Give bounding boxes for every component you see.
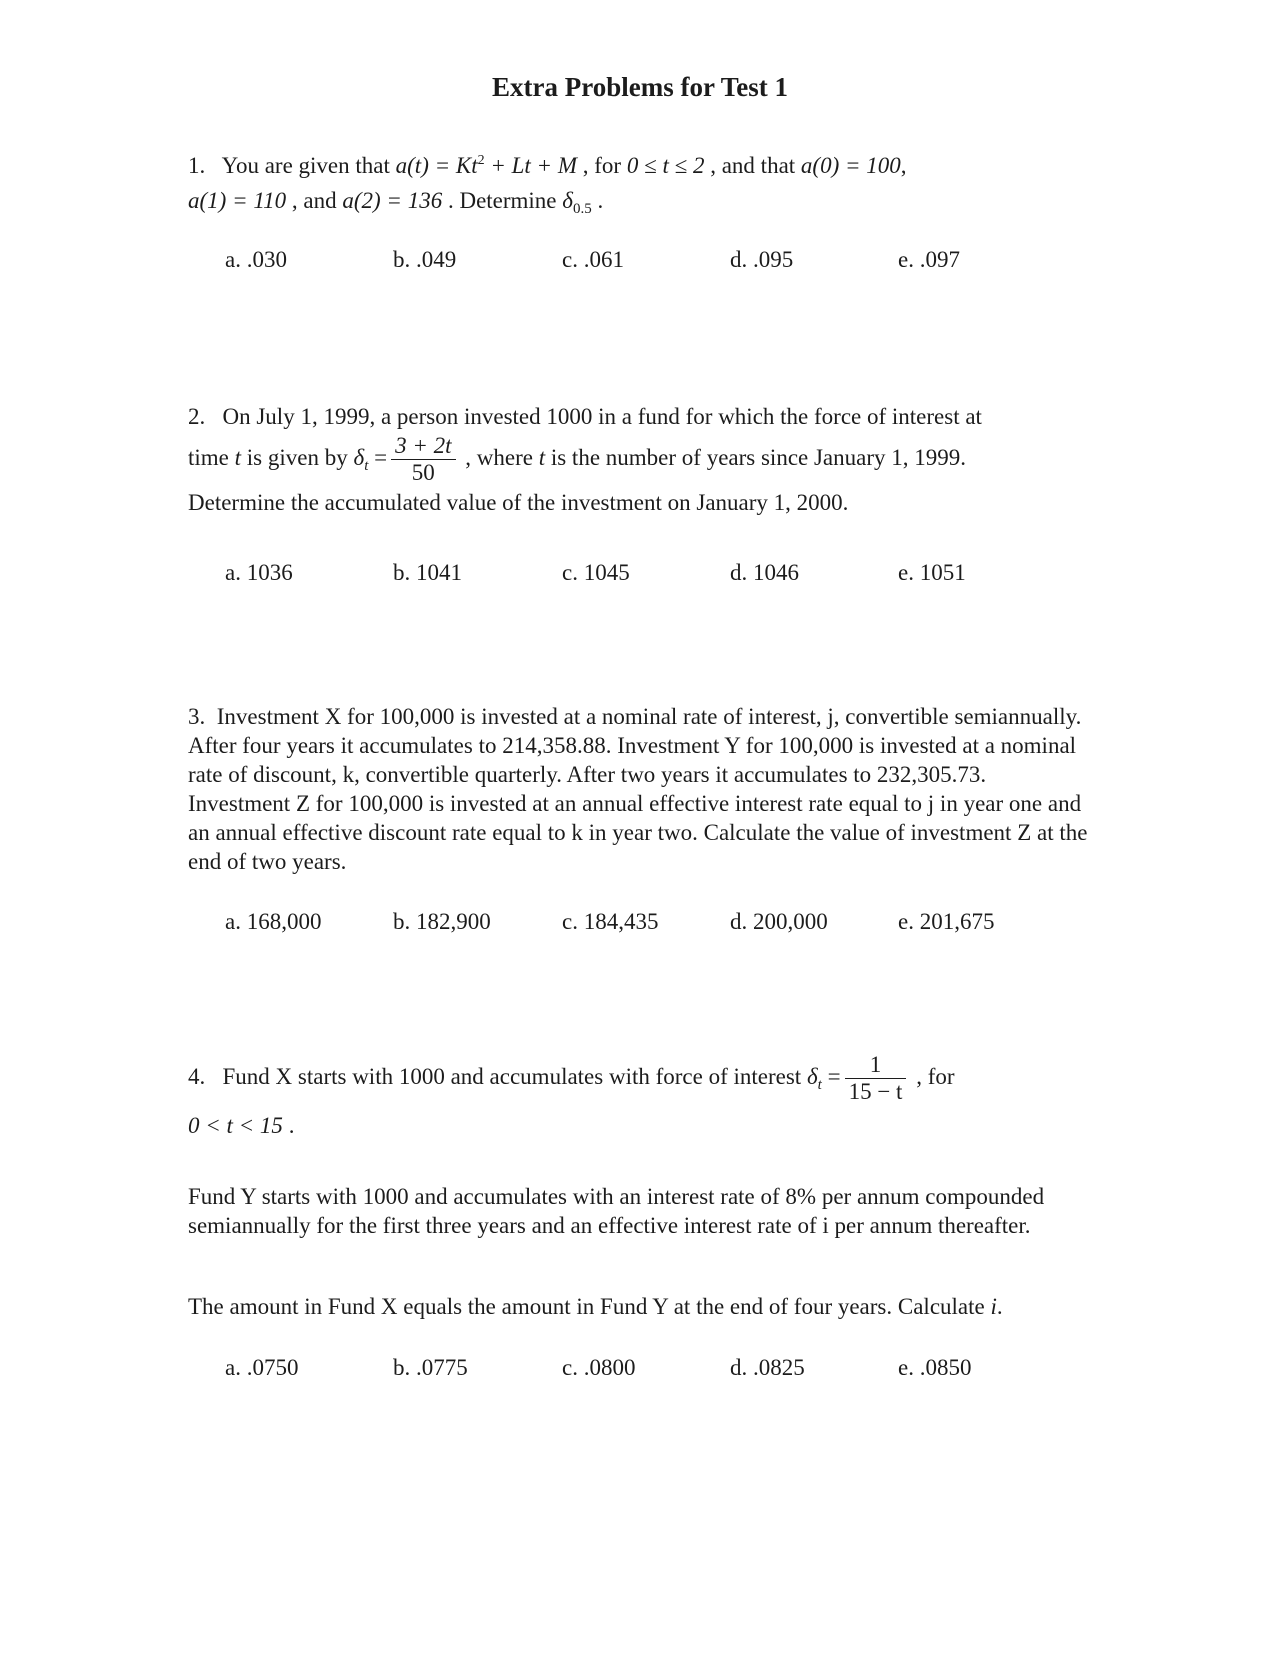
problem-2-fraction: $\frac{3 + 2t}{50}$ (391, 433, 455, 486)
problem-4-number: 4. (188, 1063, 206, 1089)
problem-4-option-c: c. .0800 (562, 1355, 636, 1380)
problem-3-text: Investment X for 100,000 is invested at a nominal rate of interest, j, convertible semiannually. After four years it accumulates to 214,358.88. Investment Y for 100,000 is invested at a nominal rate of discount, k, convertible quarterly. After two years it accumulates to 232,305.73. Investment Z for 100,000 is invested at an annual effective interest rate equal to j in year one and an annual effective discount rate equal to k in year two. Calculate the value of investment Z at the end of two years. (188, 704, 1088, 874)
problem-4-option-d: d. .0825 (730, 1355, 805, 1380)
problem-2-option-c: c. 1045 (562, 560, 630, 585)
problem-4-option-a: a. .0750 (225, 1355, 299, 1380)
problem-2-option-e: e. 1051 (898, 560, 966, 585)
problem-1-option-d: d. .095 (730, 247, 794, 272)
page-title: Extra Problems for Test 1 (492, 72, 788, 102)
problem-1-option-e: e. .097 (898, 247, 960, 272)
problem-3-option-c: c. 184,435 (562, 909, 659, 934)
problem-2-number: 2. (188, 404, 206, 429)
problem-1-options (0, 247, 1280, 277)
problem-2-options (0, 560, 1280, 590)
problem-1-number: 1. (188, 153, 206, 178)
problem-4-fund-y: Fund Y starts with 1000 and accumulates with an interest rate of 8% per annum compounded semiannually for the first three years and an effective interest rate of i per annum thereafter. (188, 1184, 1045, 1238)
problem-4-fraction: $\frac{1}{15 - t}$ (845, 1052, 907, 1105)
problem-1-option-b: b. .049 (393, 247, 457, 272)
problem-4-option-e: e. .0850 (898, 1355, 972, 1380)
problem-2-option-a: a. 1036 (225, 560, 293, 585)
problem-1-stem: 1. You are given that $a(t) = Kt^2 + Lt + M$ , for 0 ≤ t ≤ 2 , and that a(0) = 100, a(1) = 110 , and a(2) = 136 . Determine $\delta_{0.5}$ . (188, 153, 907, 217)
problem-1-option-c: c. .061 (562, 247, 624, 272)
problem-1-option-a: a. .030 (225, 247, 287, 272)
problem-3-stem (188, 702, 1088, 876)
problem-2-stem: 2. On July 1, 1999, a person invested 1000 in a fund for which the force of interest at time t is given by $\delta_t$ = $\frac{3 + 2t}{50}$ , where t is the number of years since January 1, 1999. Determine the accumulated value of the investment on January 1, 2000. (188, 404, 982, 515)
problem-3-option-d: d. 200,000 (730, 909, 828, 934)
problem-3-option-a: a. 168,000 (225, 909, 322, 934)
problem-4-options (0, 1355, 1280, 1385)
problem-3-option-b: b. 182,900 (393, 909, 491, 934)
problem-2-option-b: b. 1041 (393, 560, 462, 585)
problem-4-question: The amount in Fund X equals the amount in Fund Y at the end of four years. Calculate i. (188, 1294, 1003, 1319)
problem-3-option-e: e. 201,675 (898, 909, 995, 934)
problem-4-stem: 4. Fund X starts with 1000 and accumulates with force of interest $\delta_t$ = $\frac{1}{15 - t}$ , for 0 < t < 15 . (188, 1052, 955, 1138)
problem-4-option-b: b. .0775 (393, 1355, 468, 1380)
problem-2-option-d: d. 1046 (730, 560, 799, 585)
problem-3-number: 3. (188, 704, 206, 729)
problem-3-options (0, 909, 1280, 939)
